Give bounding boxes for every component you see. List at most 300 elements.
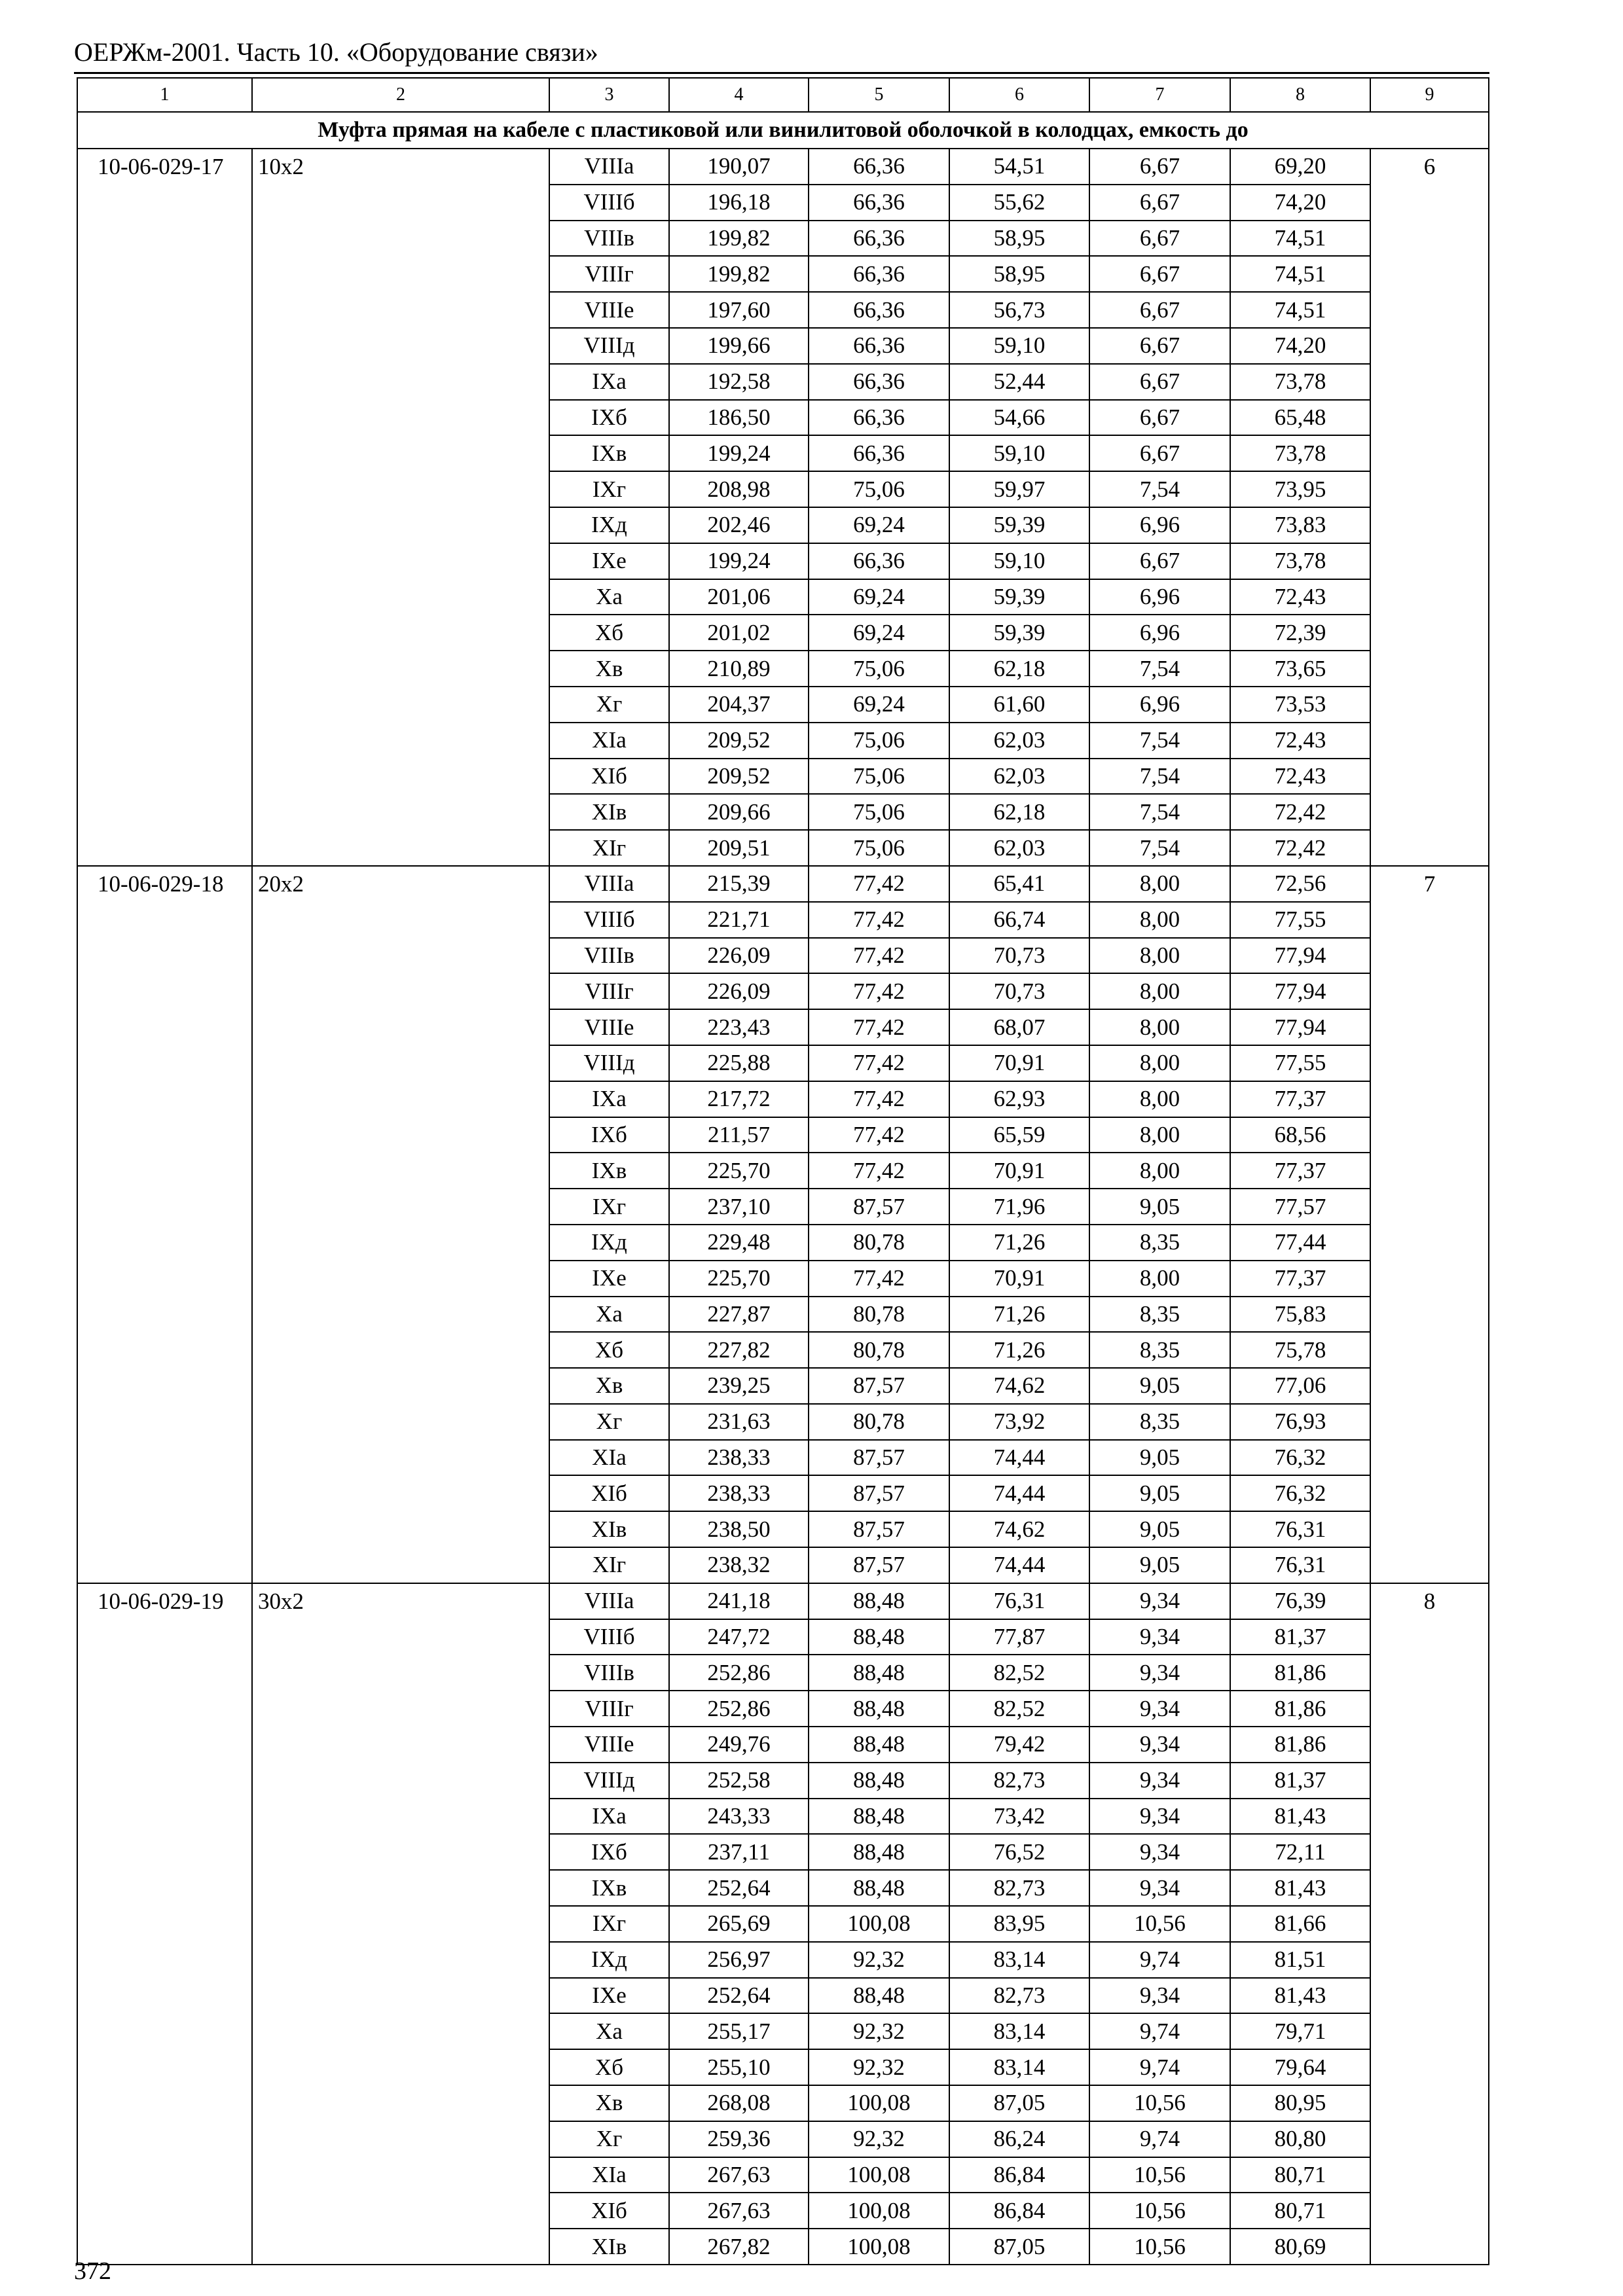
rate-code-cell (77, 1511, 252, 1547)
region-cell: Xг (549, 687, 669, 723)
table-row (77, 2013, 1489, 2049)
value-cell: 72,39 (1230, 615, 1370, 651)
materials-cell: 65,59 (949, 1117, 1089, 1153)
machinists-wages-cell: 9,05 (1089, 1368, 1230, 1404)
wages-cell: 77,42 (809, 1045, 949, 1081)
capacity-cell (252, 830, 549, 866)
wages-cell: 77,42 (809, 866, 949, 902)
wages-cell: 69,24 (809, 687, 949, 723)
rate-code-cell (77, 1189, 252, 1225)
table-row (77, 1942, 1489, 1978)
rate-code-cell (77, 185, 252, 221)
total-cost-cell: 238,32 (669, 1547, 809, 1583)
price-table (77, 77, 1489, 2265)
rate-code-cell (77, 902, 252, 938)
column-9-cell (1370, 1368, 1489, 1404)
materials-cell: 82,73 (949, 1978, 1089, 2014)
total-cost-cell: 259,36 (669, 2121, 809, 2157)
table-row (77, 1440, 1489, 1476)
column-9-cell (1370, 1117, 1489, 1153)
region-cell: IXв (549, 1153, 669, 1189)
value-cell: 76,32 (1230, 1475, 1370, 1511)
total-cost-cell: 249,76 (669, 1727, 809, 1763)
rate-code-cell (77, 1045, 252, 1081)
wages-cell: 100,08 (809, 2085, 949, 2121)
region-cell: XIа (549, 2157, 669, 2193)
column-9-cell (1370, 1081, 1489, 1117)
column-9-cell (1370, 1691, 1489, 1727)
region-cell: Xа (549, 1297, 669, 1333)
column-9-cell (1370, 2157, 1489, 2193)
total-cost-cell: 252,64 (669, 1978, 809, 2014)
table-row (77, 1475, 1489, 1511)
column-9-cell (1370, 1261, 1489, 1297)
region-cell: IXд (549, 507, 669, 543)
value-cell: 80,71 (1230, 2157, 1370, 2193)
total-cost-cell: 252,58 (669, 1763, 809, 1799)
wages-cell: 66,36 (809, 435, 949, 471)
wages-cell: 88,48 (809, 1799, 949, 1835)
capacity-cell (252, 1547, 549, 1583)
column-number: 7 (1089, 78, 1230, 112)
region-cell: Xг (549, 1404, 669, 1440)
wages-cell: 92,32 (809, 2013, 949, 2049)
wages-cell: 77,42 (809, 902, 949, 938)
section-title: Муфта прямая на кабеле с пластиковой или винилитовой оболочкой в колодцах, емкость до (77, 112, 1489, 149)
table-row (77, 185, 1489, 221)
column-9-cell (1370, 2013, 1489, 2049)
capacity-cell (252, 1727, 549, 1763)
materials-cell: 71,26 (949, 1297, 1089, 1333)
capacity-cell (252, 400, 549, 436)
materials-cell: 65,41 (949, 866, 1089, 902)
machinists-wages-cell: 6,67 (1089, 543, 1230, 579)
value-cell: 80,95 (1230, 2085, 1370, 2121)
wages-cell: 66,36 (809, 400, 949, 436)
value-cell: 76,93 (1230, 1404, 1370, 1440)
wages-cell: 92,32 (809, 2049, 949, 2085)
capacity-cell (252, 2121, 549, 2157)
total-cost-cell: 197,60 (669, 292, 809, 328)
materials-cell: 76,31 (949, 1583, 1089, 1619)
capacity-cell (252, 1511, 549, 1547)
table-row (77, 902, 1489, 938)
value-cell: 72,56 (1230, 866, 1370, 902)
region-cell: IXб (549, 400, 669, 436)
capacity-cell (252, 1368, 549, 1404)
materials-cell: 79,42 (949, 1727, 1089, 1763)
wages-cell: 66,36 (809, 364, 949, 400)
machinists-wages-cell: 9,34 (1089, 1727, 1230, 1763)
column-number: 5 (809, 78, 949, 112)
region-cell: IXа (549, 364, 669, 400)
table-row (77, 1834, 1489, 1870)
region-cell: IXг (549, 1189, 669, 1225)
column-number: 8 (1230, 78, 1370, 112)
value-cell: 81,86 (1230, 1655, 1370, 1691)
machinists-wages-cell: 10,56 (1089, 2229, 1230, 2265)
table-row (77, 1870, 1489, 1906)
machinists-wages-cell: 6,96 (1089, 687, 1230, 723)
value-cell: 72,42 (1230, 794, 1370, 830)
total-cost-cell: 209,66 (669, 794, 809, 830)
materials-cell: 74,62 (949, 1368, 1089, 1404)
wages-cell: 87,57 (809, 1547, 949, 1583)
wages-cell: 87,57 (809, 1440, 949, 1476)
rate-code-cell (77, 1332, 252, 1368)
total-cost-cell: 209,52 (669, 759, 809, 795)
rate-code-cell (77, 471, 252, 507)
rate-code-cell (77, 1691, 252, 1727)
total-cost-cell: 255,17 (669, 2013, 809, 2049)
region-cell: Xг (549, 2121, 669, 2157)
capacity-cell (252, 471, 549, 507)
materials-cell: 86,84 (949, 2157, 1089, 2193)
region-cell: Xв (549, 2085, 669, 2121)
column-9-cell (1370, 1906, 1489, 1942)
value-cell: 81,51 (1230, 1942, 1370, 1978)
value-cell: 72,42 (1230, 830, 1370, 866)
total-cost-cell: 252,86 (669, 1691, 809, 1727)
value-cell: 81,43 (1230, 1799, 1370, 1835)
column-9-cell (1370, 1547, 1489, 1583)
machinists-wages-cell: 9,05 (1089, 1475, 1230, 1511)
rate-code-cell (77, 400, 252, 436)
capacity-cell (252, 1870, 549, 1906)
table-row (77, 1978, 1489, 2014)
rate-code-cell (77, 1117, 252, 1153)
region-cell: Xб (549, 2049, 669, 2085)
machinists-wages-cell: 6,67 (1089, 328, 1230, 364)
table-row (77, 1727, 1489, 1763)
machinists-wages-cell: 8,00 (1089, 902, 1230, 938)
total-cost-cell: 243,33 (669, 1799, 809, 1835)
region-cell: Xв (549, 651, 669, 687)
value-cell: 80,69 (1230, 2229, 1370, 2265)
column-9-cell (1370, 1297, 1489, 1333)
value-cell: 77,55 (1230, 1045, 1370, 1081)
region-cell: XIа (549, 1440, 669, 1476)
region-cell: VIIIа (549, 866, 669, 902)
rate-code-cell (77, 1297, 252, 1333)
capacity-cell (252, 543, 549, 579)
total-cost-cell: 199,82 (669, 256, 809, 292)
machinists-wages-cell: 6,96 (1089, 579, 1230, 615)
materials-cell: 71,26 (949, 1332, 1089, 1368)
value-cell: 69,20 (1230, 149, 1370, 185)
rate-code-cell (77, 328, 252, 364)
machinists-wages-cell: 6,96 (1089, 615, 1230, 651)
total-cost-cell: 239,25 (669, 1368, 809, 1404)
materials-cell: 62,03 (949, 759, 1089, 795)
materials-cell: 76,52 (949, 1834, 1089, 1870)
machinists-wages-cell: 9,34 (1089, 1619, 1230, 1655)
region-cell: IXе (549, 1978, 669, 2014)
rate-code-cell: 10-06-029-17 (77, 149, 252, 185)
table-row (77, 973, 1489, 1009)
materials-cell: 59,39 (949, 507, 1089, 543)
machinists-wages-cell: 8,00 (1089, 1117, 1230, 1153)
column-9-cell (1370, 615, 1489, 651)
column-9-cell (1370, 759, 1489, 795)
wages-cell: 75,06 (809, 723, 949, 759)
table-row (77, 471, 1489, 507)
materials-cell: 56,73 (949, 292, 1089, 328)
rate-code-cell (77, 687, 252, 723)
materials-cell: 87,05 (949, 2229, 1089, 2265)
capacity-cell (252, 1799, 549, 1835)
table-row (77, 1368, 1489, 1404)
materials-cell: 86,84 (949, 2193, 1089, 2229)
value-cell: 76,39 (1230, 1583, 1370, 1619)
value-cell: 73,65 (1230, 651, 1370, 687)
column-number: 2 (252, 78, 549, 112)
region-cell: XIб (549, 1475, 669, 1511)
capacity-cell (252, 973, 549, 1009)
column-number: 9 (1370, 78, 1489, 112)
column-9-cell (1370, 2049, 1489, 2085)
column-9-cell (1370, 651, 1489, 687)
capacity-cell (252, 292, 549, 328)
region-cell: VIIIв (549, 938, 669, 974)
machinists-wages-cell: 7,54 (1089, 830, 1230, 866)
column-9-cell (1370, 2085, 1489, 2121)
total-cost-cell: 196,18 (669, 185, 809, 221)
total-cost-cell: 199,82 (669, 221, 809, 257)
table-row (77, 1081, 1489, 1117)
machinists-wages-cell: 8,35 (1089, 1404, 1230, 1440)
total-cost-cell: 252,64 (669, 1870, 809, 1906)
rate-code-cell (77, 651, 252, 687)
table-row (77, 1763, 1489, 1799)
column-9-cell (1370, 830, 1489, 866)
materials-cell: 59,10 (949, 328, 1089, 364)
total-cost-cell: 210,89 (669, 651, 809, 687)
table-row (77, 830, 1489, 866)
materials-cell: 54,51 (949, 149, 1089, 185)
column-number: 6 (949, 78, 1089, 112)
region-cell: IXе (549, 1261, 669, 1297)
table-row (77, 1117, 1489, 1153)
table-row (77, 1906, 1489, 1942)
table-row (77, 794, 1489, 830)
machinists-wages-cell: 8,00 (1089, 938, 1230, 974)
wages-cell: 69,24 (809, 615, 949, 651)
value-cell: 73,78 (1230, 435, 1370, 471)
value-cell: 73,78 (1230, 364, 1370, 400)
region-cell: VIIIб (549, 185, 669, 221)
column-9-cell (1370, 507, 1489, 543)
rate-code-cell (77, 1009, 252, 1045)
wages-cell: 77,42 (809, 938, 949, 974)
capacity-cell (252, 1942, 549, 1978)
total-cost-cell: 237,10 (669, 1189, 809, 1225)
capacity-cell (252, 1261, 549, 1297)
header-rule (74, 72, 1489, 74)
machinists-wages-cell: 9,74 (1089, 2049, 1230, 2085)
rate-code-cell (77, 615, 252, 651)
value-cell: 75,78 (1230, 1332, 1370, 1368)
rate-code-cell (77, 723, 252, 759)
machinists-wages-cell: 9,74 (1089, 2013, 1230, 2049)
machinists-wages-cell: 9,34 (1089, 1763, 1230, 1799)
region-cell: IXа (549, 1081, 669, 1117)
materials-cell: 82,52 (949, 1691, 1089, 1727)
wages-cell: 88,48 (809, 1655, 949, 1691)
table-row (77, 1583, 1489, 1619)
rate-code-cell: 10-06-029-19 (77, 1583, 252, 1619)
total-cost-cell: 227,87 (669, 1297, 809, 1333)
region-cell: IXг (549, 471, 669, 507)
column-9-cell (1370, 185, 1489, 221)
materials-cell: 74,44 (949, 1547, 1089, 1583)
capacity-cell (252, 1404, 549, 1440)
region-cell: XIб (549, 759, 669, 795)
total-cost-cell: 255,10 (669, 2049, 809, 2085)
machinists-wages-cell: 10,56 (1089, 2193, 1230, 2229)
table-body (77, 78, 1489, 2265)
value-cell: 79,64 (1230, 2049, 1370, 2085)
value-cell: 77,94 (1230, 1009, 1370, 1045)
materials-cell: 74,44 (949, 1475, 1089, 1511)
table-row (77, 1691, 1489, 1727)
rate-code-cell (77, 759, 252, 795)
wages-cell: 92,32 (809, 2121, 949, 2157)
region-cell: Xв (549, 1368, 669, 1404)
value-cell: 76,31 (1230, 1511, 1370, 1547)
region-cell: Xа (549, 2013, 669, 2049)
materials-cell: 54,66 (949, 400, 1089, 436)
materials-cell: 59,39 (949, 579, 1089, 615)
value-cell: 76,31 (1230, 1547, 1370, 1583)
region-cell: VIIIа (549, 1583, 669, 1619)
table-row (77, 1332, 1489, 1368)
rate-code-cell (77, 1799, 252, 1835)
column-9-cell (1370, 1655, 1489, 1691)
machinists-wages-cell: 6,67 (1089, 256, 1230, 292)
value-cell: 75,83 (1230, 1297, 1370, 1333)
value-cell: 81,43 (1230, 1870, 1370, 1906)
region-cell: IXв (549, 435, 669, 471)
column-9-cell (1370, 1978, 1489, 2014)
wages-cell: 75,06 (809, 830, 949, 866)
materials-cell: 74,44 (949, 1440, 1089, 1476)
region-cell: VIIIе (549, 1727, 669, 1763)
table-row (77, 2121, 1489, 2157)
table-row (77, 1404, 1489, 1440)
rate-code-cell (77, 1547, 252, 1583)
materials-cell: 62,18 (949, 794, 1089, 830)
total-cost-cell: 225,70 (669, 1153, 809, 1189)
machinists-wages-cell: 9,34 (1089, 1583, 1230, 1619)
wages-cell: 80,78 (809, 1404, 949, 1440)
table-row (77, 400, 1489, 436)
rate-code-cell (77, 1834, 252, 1870)
column-9-cell (1370, 1045, 1489, 1081)
wages-cell: 92,32 (809, 1942, 949, 1978)
capacity-cell: 20x2 (252, 866, 549, 902)
wages-cell: 87,57 (809, 1511, 949, 1547)
rate-code-cell (77, 794, 252, 830)
region-cell: XIв (549, 2229, 669, 2265)
region-cell: Xб (549, 1332, 669, 1368)
column-9-cell (1370, 938, 1489, 974)
rate-code-cell (77, 1655, 252, 1691)
value-cell: 77,94 (1230, 973, 1370, 1009)
total-cost-cell: 226,09 (669, 938, 809, 974)
materials-cell: 74,62 (949, 1511, 1089, 1547)
capacity-cell (252, 2193, 549, 2229)
materials-cell: 71,26 (949, 1225, 1089, 1261)
total-cost-cell: 237,11 (669, 1834, 809, 1870)
table-row (77, 1511, 1489, 1547)
table-row (77, 1045, 1489, 1081)
capacity-cell (252, 364, 549, 400)
machinists-wages-cell: 9,34 (1089, 1655, 1230, 1691)
column-9-cell (1370, 2193, 1489, 2229)
capacity-cell: 10x2 (252, 149, 549, 185)
region-cell: VIIIб (549, 1619, 669, 1655)
table-row (77, 1297, 1489, 1333)
total-cost-cell: 227,82 (669, 1332, 809, 1368)
machinists-wages-cell: 10,56 (1089, 2157, 1230, 2193)
capacity-cell (252, 1009, 549, 1045)
rate-code-cell (77, 1619, 252, 1655)
region-cell: VIIIв (549, 221, 669, 257)
value-cell: 68,56 (1230, 1117, 1370, 1153)
total-cost-cell: 192,58 (669, 364, 809, 400)
total-cost-cell: 201,02 (669, 615, 809, 651)
total-cost-cell: 209,51 (669, 830, 809, 866)
machinists-wages-cell: 6,67 (1089, 149, 1230, 185)
rate-code-cell (77, 256, 252, 292)
total-cost-cell: 256,97 (669, 1942, 809, 1978)
materials-cell: 62,03 (949, 723, 1089, 759)
value-cell: 72,43 (1230, 759, 1370, 795)
wages-cell: 80,78 (809, 1225, 949, 1261)
region-cell: Xб (549, 615, 669, 651)
rate-code-cell (77, 1153, 252, 1189)
capacity-cell (252, 1440, 549, 1476)
value-cell: 72,43 (1230, 723, 1370, 759)
total-cost-cell: 201,06 (669, 579, 809, 615)
materials-cell: 62,18 (949, 651, 1089, 687)
region-cell: Xа (549, 579, 669, 615)
capacity-cell (252, 1691, 549, 1727)
table-row (77, 543, 1489, 579)
table-row (77, 507, 1489, 543)
value-cell: 76,32 (1230, 1440, 1370, 1476)
wages-cell: 75,06 (809, 759, 949, 795)
machinists-wages-cell: 7,54 (1089, 651, 1230, 687)
materials-cell: 59,10 (949, 435, 1089, 471)
column-9-cell (1370, 1799, 1489, 1835)
capacity-cell (252, 1117, 549, 1153)
region-cell: VIIIб (549, 902, 669, 938)
region-cell: VIIIг (549, 1691, 669, 1727)
column-9-cell (1370, 1009, 1489, 1045)
column-9-cell (1370, 256, 1489, 292)
column-9-cell (1370, 471, 1489, 507)
region-cell: VIIIа (549, 149, 669, 185)
wages-cell: 69,24 (809, 579, 949, 615)
machinists-wages-cell: 7,54 (1089, 723, 1230, 759)
value-cell: 81,86 (1230, 1691, 1370, 1727)
total-cost-cell: 202,46 (669, 507, 809, 543)
column-9-cell (1370, 1440, 1489, 1476)
wages-cell: 100,08 (809, 2229, 949, 2265)
total-cost-cell: 247,72 (669, 1619, 809, 1655)
